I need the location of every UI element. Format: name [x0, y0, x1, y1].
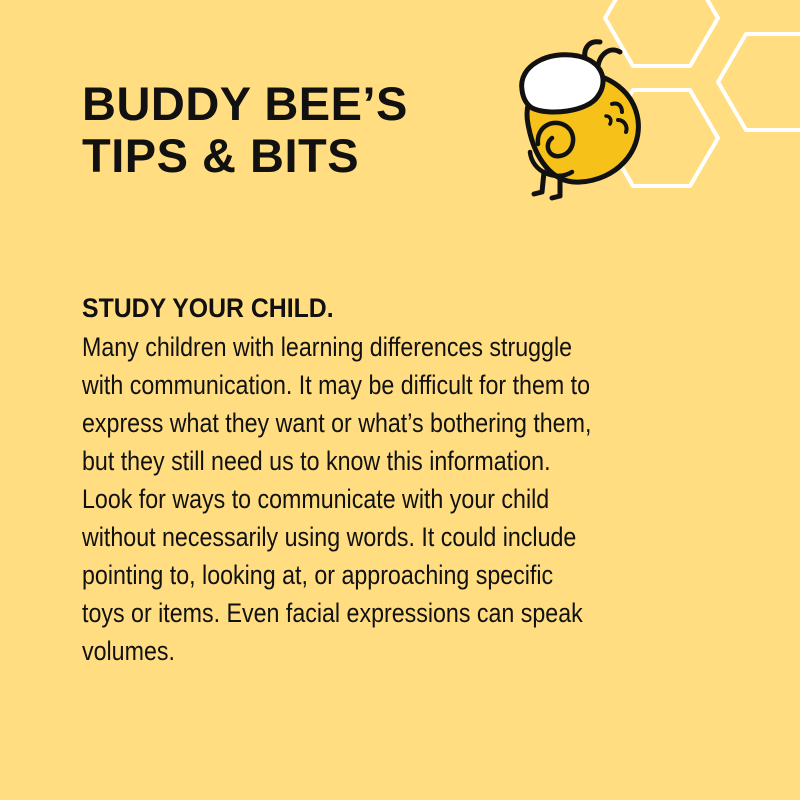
- title-line-2: TIPS & BITS: [82, 129, 360, 182]
- tip-line: express what they want or what’s bothering them,: [82, 408, 592, 438]
- tip-line: toys or items. Even facial expressions can speak: [82, 598, 583, 628]
- honeycomb-cell: [718, 34, 800, 130]
- page-title: [82, 78, 408, 182]
- tip-line: Many children with learning differences struggle: [82, 332, 573, 362]
- tip-line: Look for ways to communicate with your child: [82, 484, 550, 514]
- tip-paragraph: [82, 328, 772, 670]
- tip-line: pointing to, looking at, or approaching specific: [82, 560, 554, 590]
- bee-illustration: [508, 32, 658, 202]
- tip-content: [82, 290, 772, 670]
- tip-line: but they still need us to know this information.: [82, 446, 551, 476]
- tip-line: without necessarily using words. It could include: [82, 522, 577, 552]
- title-line-1: BUDDY BEE’S: [82, 77, 408, 130]
- tip-heading: STUDY YOUR CHILD.: [82, 293, 334, 323]
- tip-line: volumes.: [82, 636, 175, 666]
- tip-line: with communication. It may be difficult for them to: [82, 370, 591, 400]
